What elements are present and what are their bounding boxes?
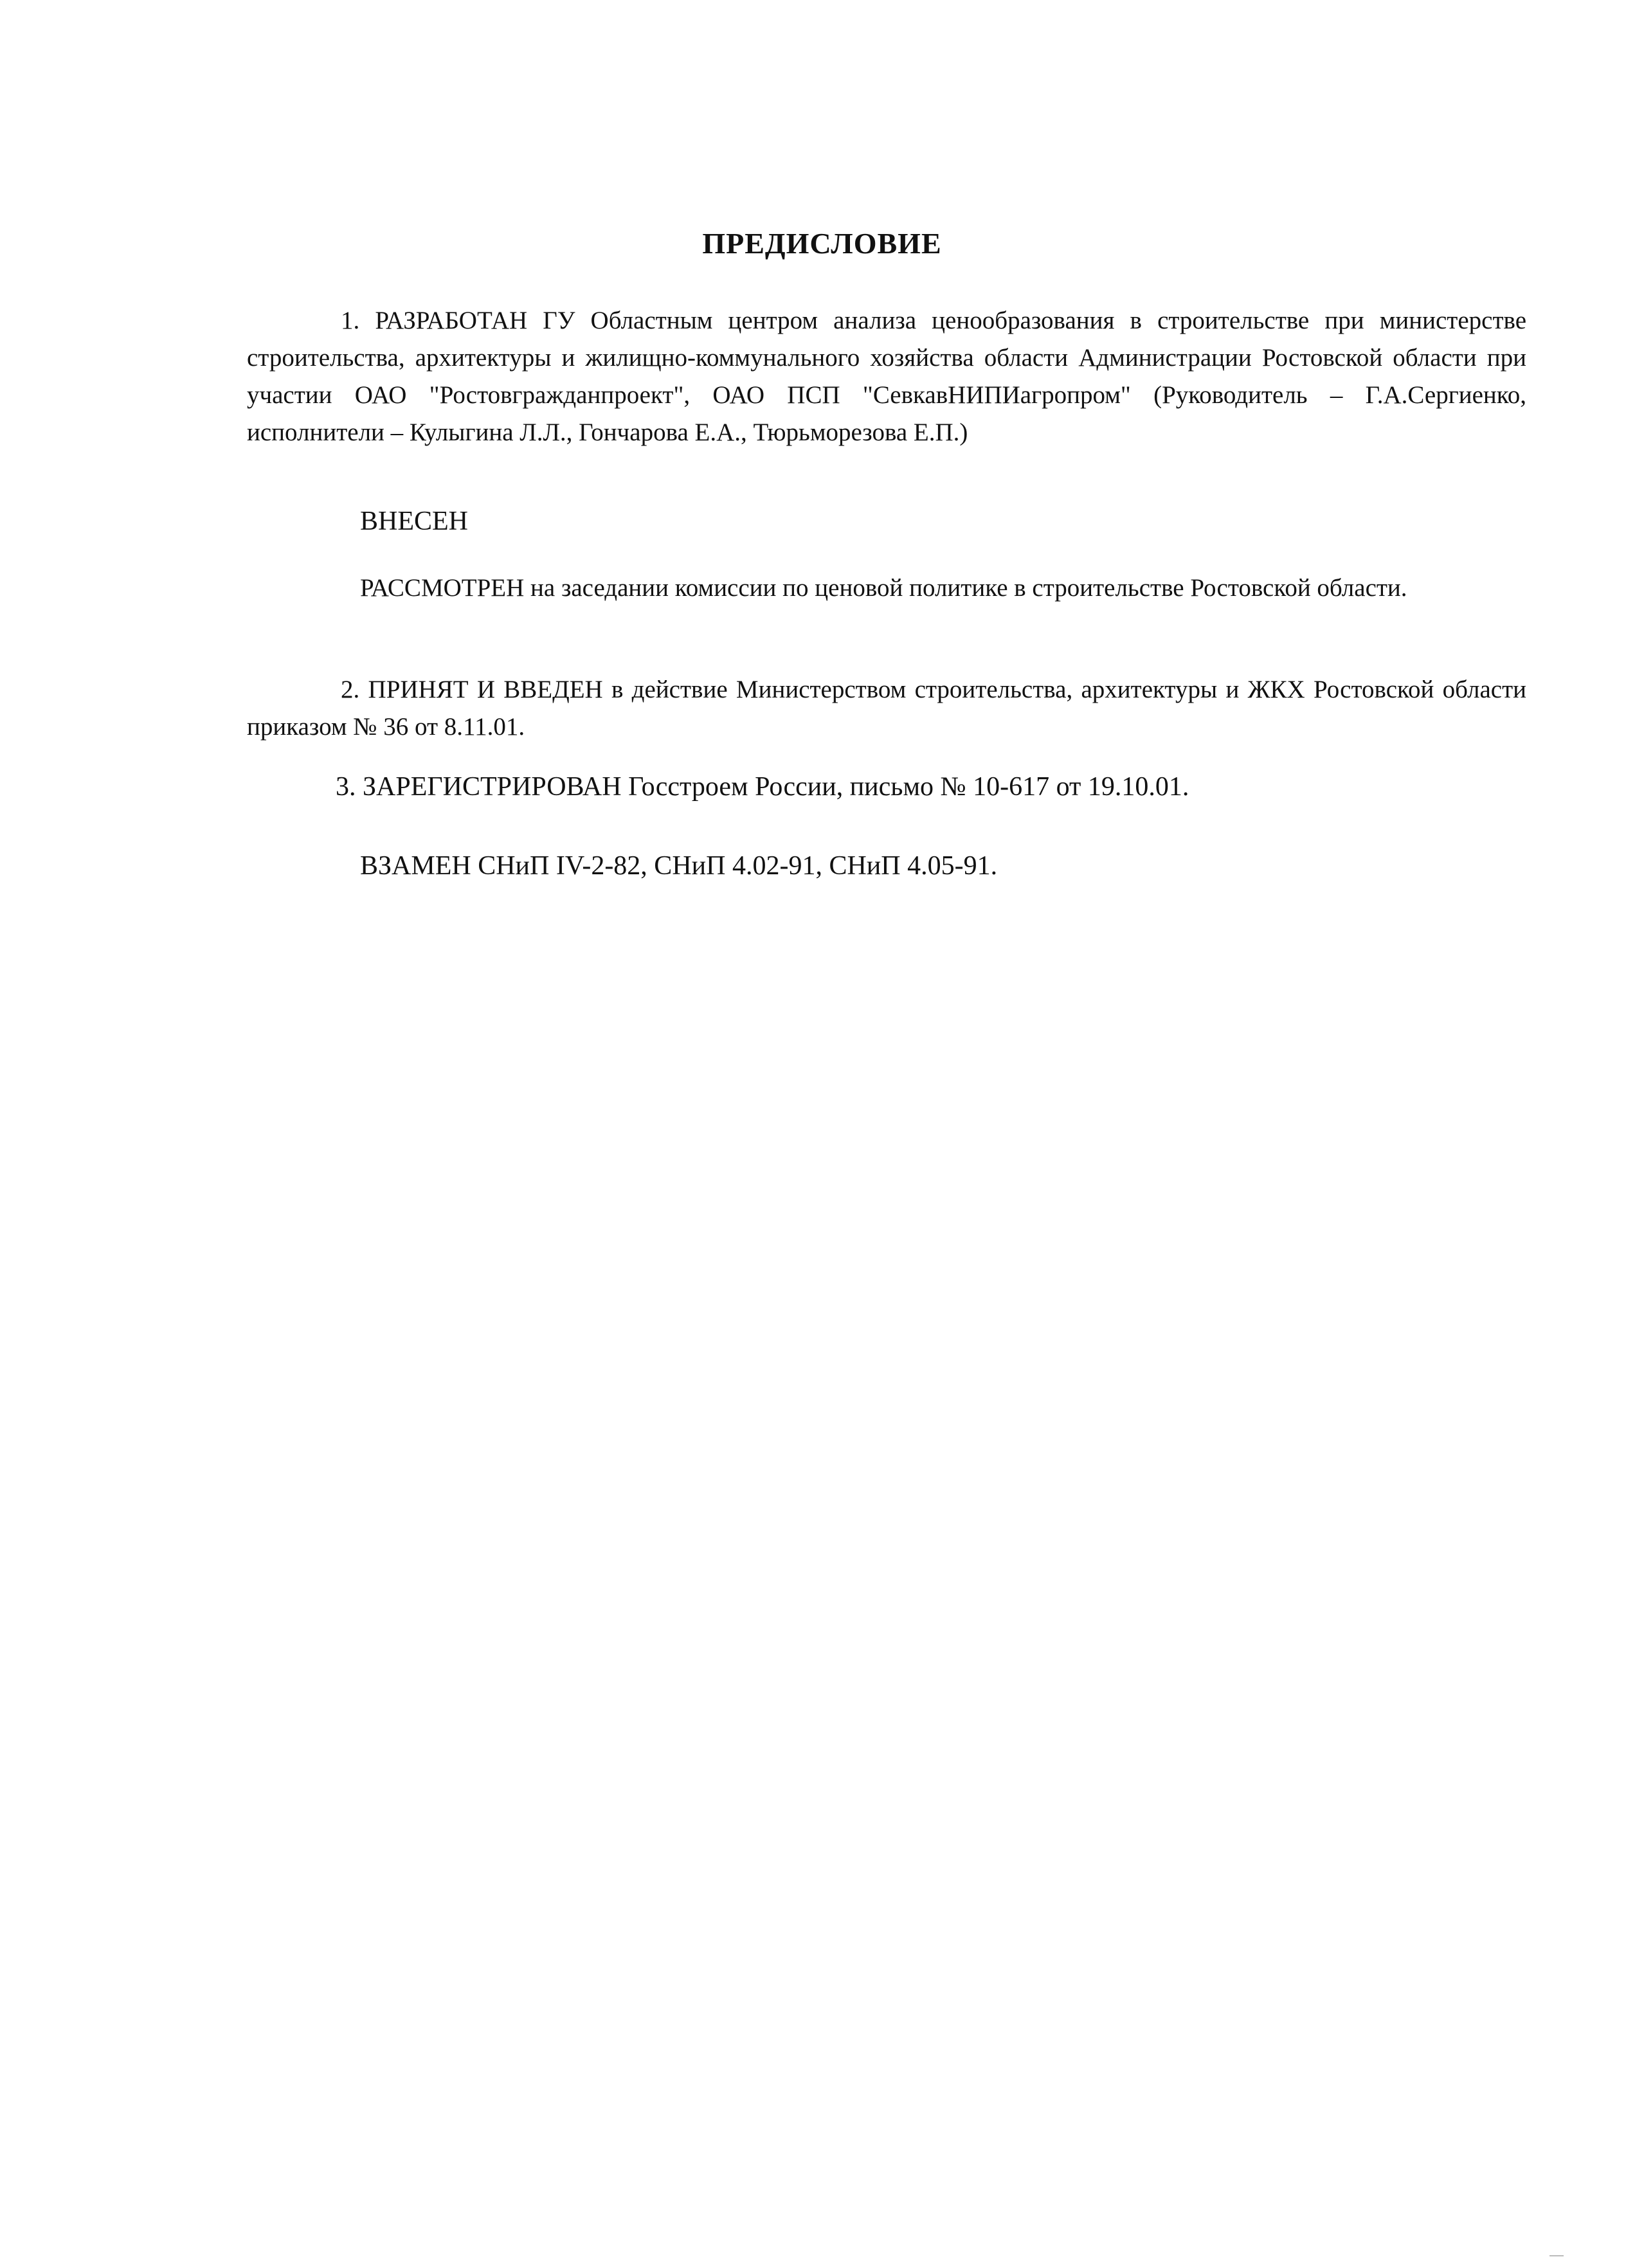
- paragraph-registered: 3. ЗАРЕГИСТРИРОВАН Госстроем России, письмо № 10-617 от 19.10.01.: [336, 772, 1189, 802]
- paragraph-reviewed: РАССМОТРЕН на заседании комиссии по ценовой политике в строительстве Ростовской области.: [360, 574, 1407, 602]
- paragraph-submitted: ВНЕСЕН: [360, 507, 468, 536]
- paragraph-adopted: 2. ПРИНЯТ И ВВЕДЕН в действие Министерством строительства, архитектуры и ЖКХ Ростовской области приказом № 36 от 8.11.01.: [247, 676, 1526, 741]
- scan-margin-mark: [1549, 2255, 1564, 2256]
- paragraph-developed-by: 1. РАЗРАБОТАН ГУ Областным центром анализа ценообразования в строительстве при министерстве строительства, архитектуры и жилищно-коммунального хозяйства области Администрации Ростовской области при участии ОАО "Ростовгражданпроект", ОАО ПСП "СевкавНИПИагропром" (Руководитель – Г.А.Сергиенко, исполнители – Кулыгина Л.Л., Гончарова Е.А., Тюрьморезова Е.П.): [247, 307, 1526, 446]
- paragraph-replaces: ВЗАМЕН СНиП IV-2-82, СНиП 4.02-91, СНиП 4.05-91.: [360, 851, 998, 881]
- page-title: ПРЕДИСЛОВИЕ: [702, 227, 942, 260]
